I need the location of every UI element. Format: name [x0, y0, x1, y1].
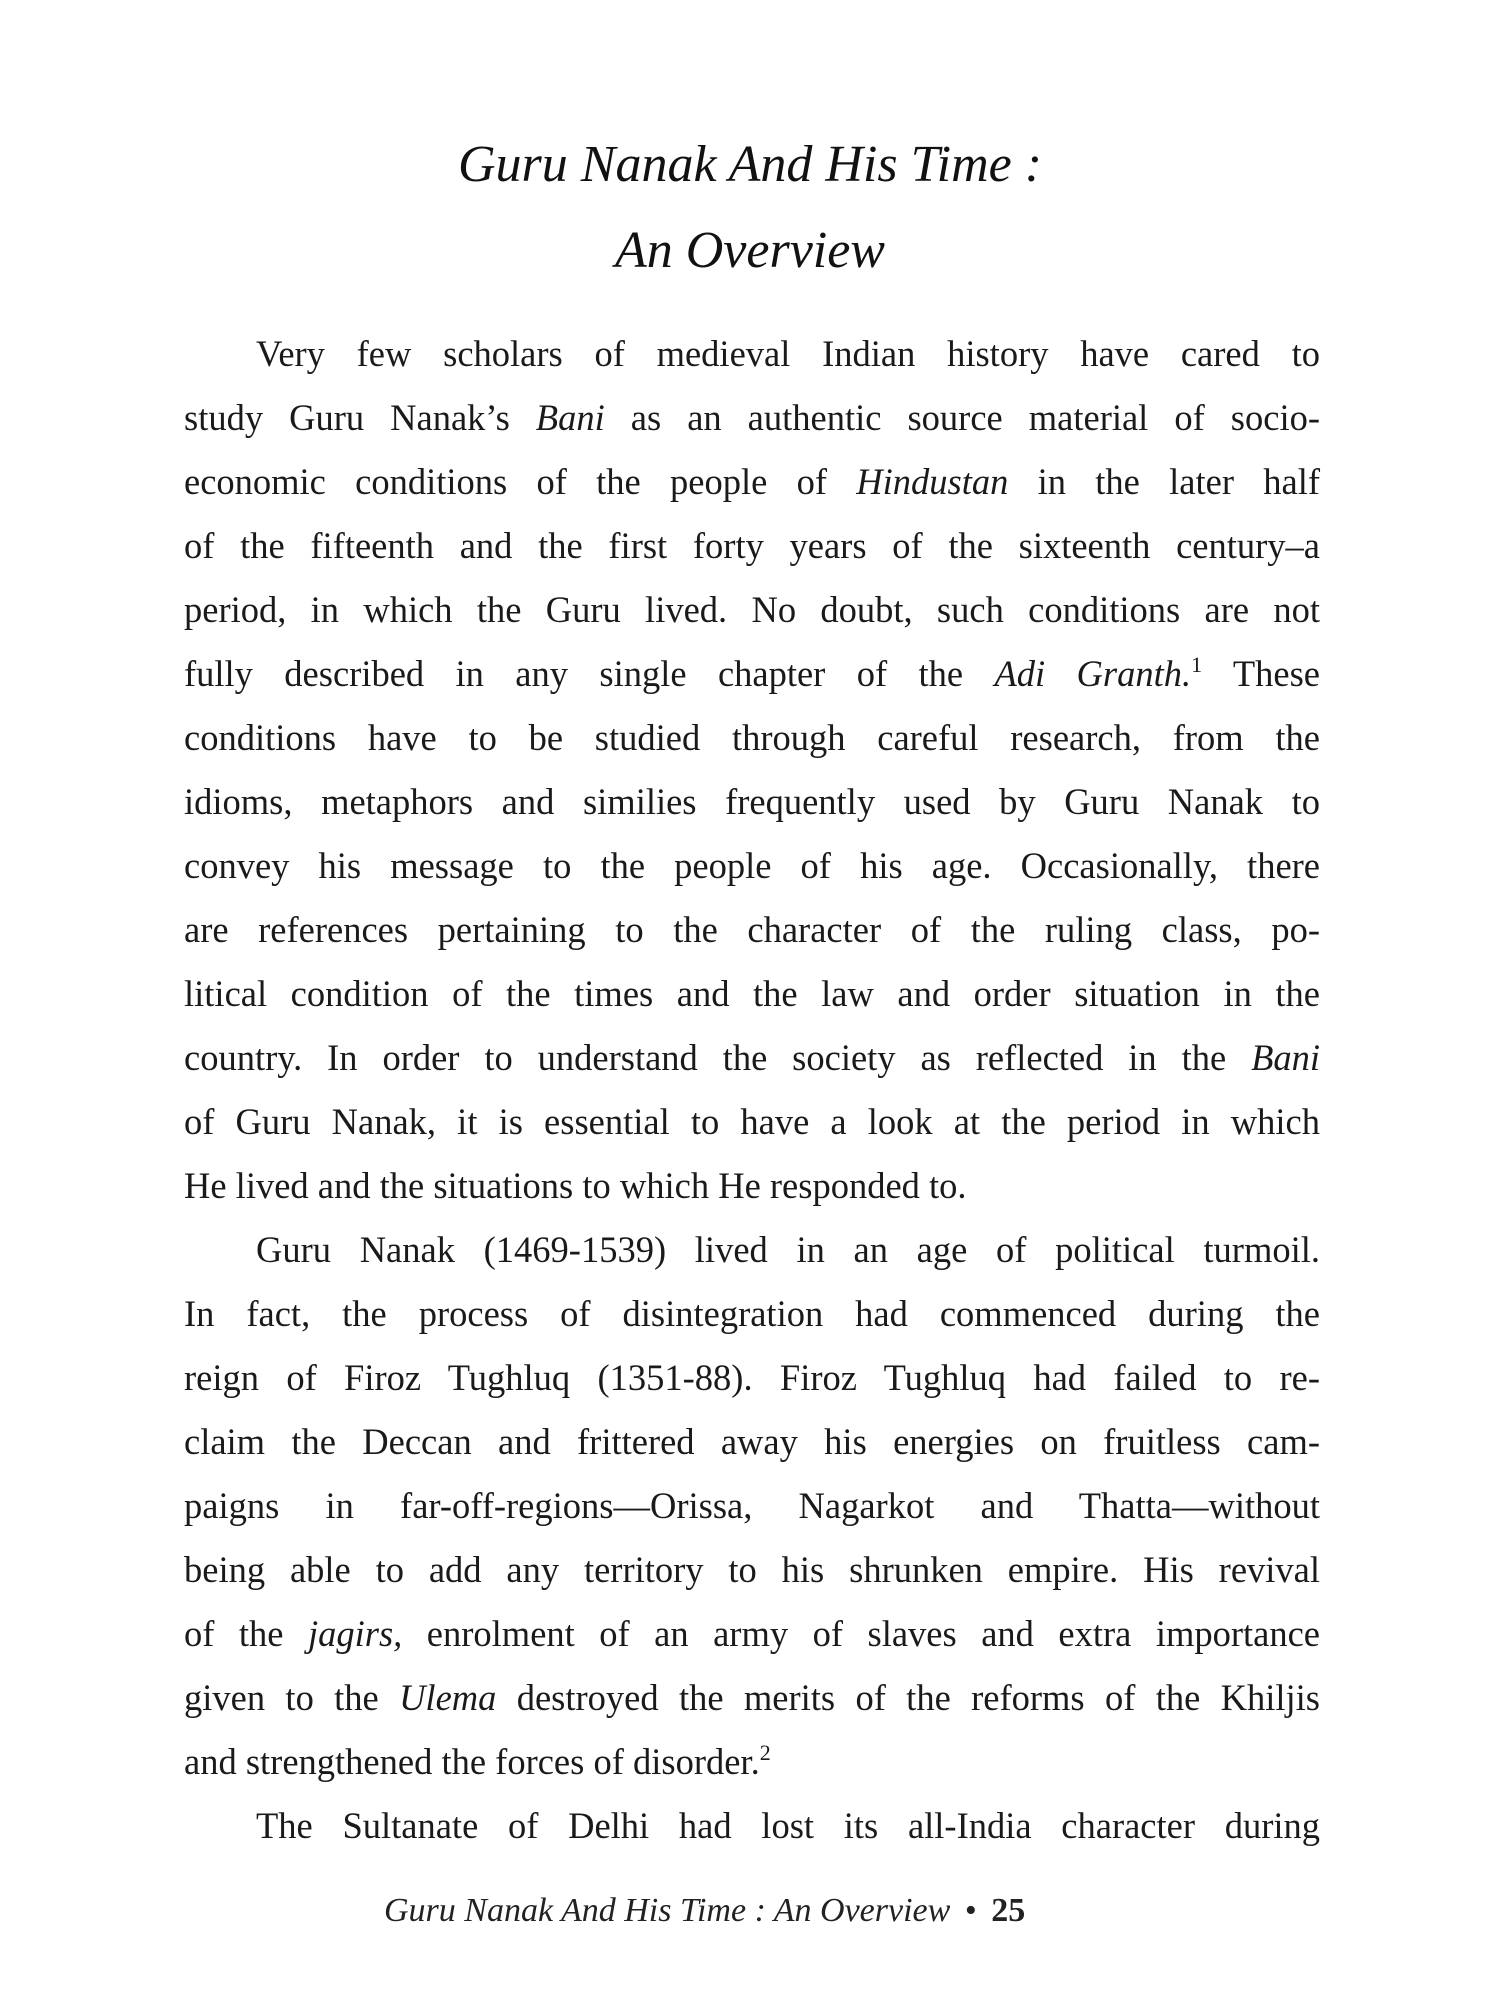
- text-line: and strengthened the forces of disorder.$^2$: [184, 1740, 771, 1782]
- footnote-marker: 1: [1191, 652, 1203, 677]
- text-line: Very few scholars of medieval Indian history have cared to: [256, 333, 1320, 374]
- text-line: In fact, the process of disintegration had commenced during the: [184, 1293, 1320, 1334]
- text-line: are references pertaining to the character of the ruling class, po-: [184, 909, 1320, 950]
- text-line: of Guru Nanak, it is essential to have a look at the period in which: [184, 1101, 1320, 1142]
- text-line: of the fifteenth and the first forty years of the sixteenth century–a: [184, 525, 1320, 566]
- footnote-marker: 2: [759, 1740, 771, 1765]
- italic-term: Bani: [1251, 1037, 1320, 1078]
- text-line: being able to add any territory to his shrunken empire. His revival: [184, 1549, 1320, 1590]
- italic-term: Adi Granth.: [994, 653, 1192, 694]
- italic-term: jagirs,: [307, 1613, 403, 1654]
- text-line: idioms, metaphors and similies frequently used by Guru Nanak to: [184, 781, 1320, 822]
- page-number: 25: [991, 1892, 1026, 1929]
- bullet-separator: •: [964, 1892, 977, 1929]
- italic-term: Bani: [535, 397, 605, 438]
- text-line: The Sultanate of Delhi had lost its all-India character during: [256, 1805, 1320, 1846]
- chapter-title-line-1: Guru Nanak And His Time :: [457, 136, 1043, 193]
- text-line: paigns in far-off-regions—Orissa, Nagarkot and Thatta—without: [184, 1485, 1320, 1526]
- italic-term: Ulema: [399, 1677, 497, 1718]
- text-line: reign of Firoz Tughluq (1351-88). Firoz Tughluq had failed to re-: [184, 1357, 1320, 1398]
- text-line: convey his message to the people of his age. Occasionally, there: [184, 845, 1320, 886]
- chapter-title: [0, 122, 1500, 294]
- text-line: claim the Deccan and frittered away his energies on fruitless cam-: [184, 1421, 1320, 1462]
- text-line: given to the Ulema destroyed the merits of the reforms of the Khiljis: [184, 1677, 1320, 1718]
- text-line: study Guru Nanak’s Bani as an authentic source material of socio-: [184, 397, 1320, 438]
- text-line: economic conditions of the people of Hindustan in the later half: [184, 461, 1320, 502]
- text-line: period, in which the Guru lived. No doubt, such conditions are not: [184, 589, 1320, 630]
- running-title: Guru Nanak And His Time : An Overview: [384, 1892, 951, 1929]
- text-line: fully described in any single chapter of the Adi Granth.$^1$ These: [184, 652, 1320, 694]
- text-line: conditions have to be studied through careful research, from the: [184, 717, 1320, 758]
- text-line: litical condition of the times and the law and order situation in the: [184, 973, 1320, 1014]
- page-footer: [384, 1889, 1025, 1933]
- text-line: Guru Nanak (1469-1539) lived in an age of political turmoil.: [256, 1229, 1320, 1270]
- text-line: He lived and the situations to which He responded to.: [184, 1165, 967, 1206]
- chapter-title-line-2: An Overview: [614, 222, 885, 279]
- text-line: of the jagirs, enrolment of an army of slaves and extra importance: [184, 1613, 1320, 1654]
- text-line: country. In order to understand the society as reflected in the Bani: [184, 1037, 1320, 1078]
- italic-term: Hindustan: [856, 461, 1009, 502]
- body-text: [184, 322, 1320, 1858]
